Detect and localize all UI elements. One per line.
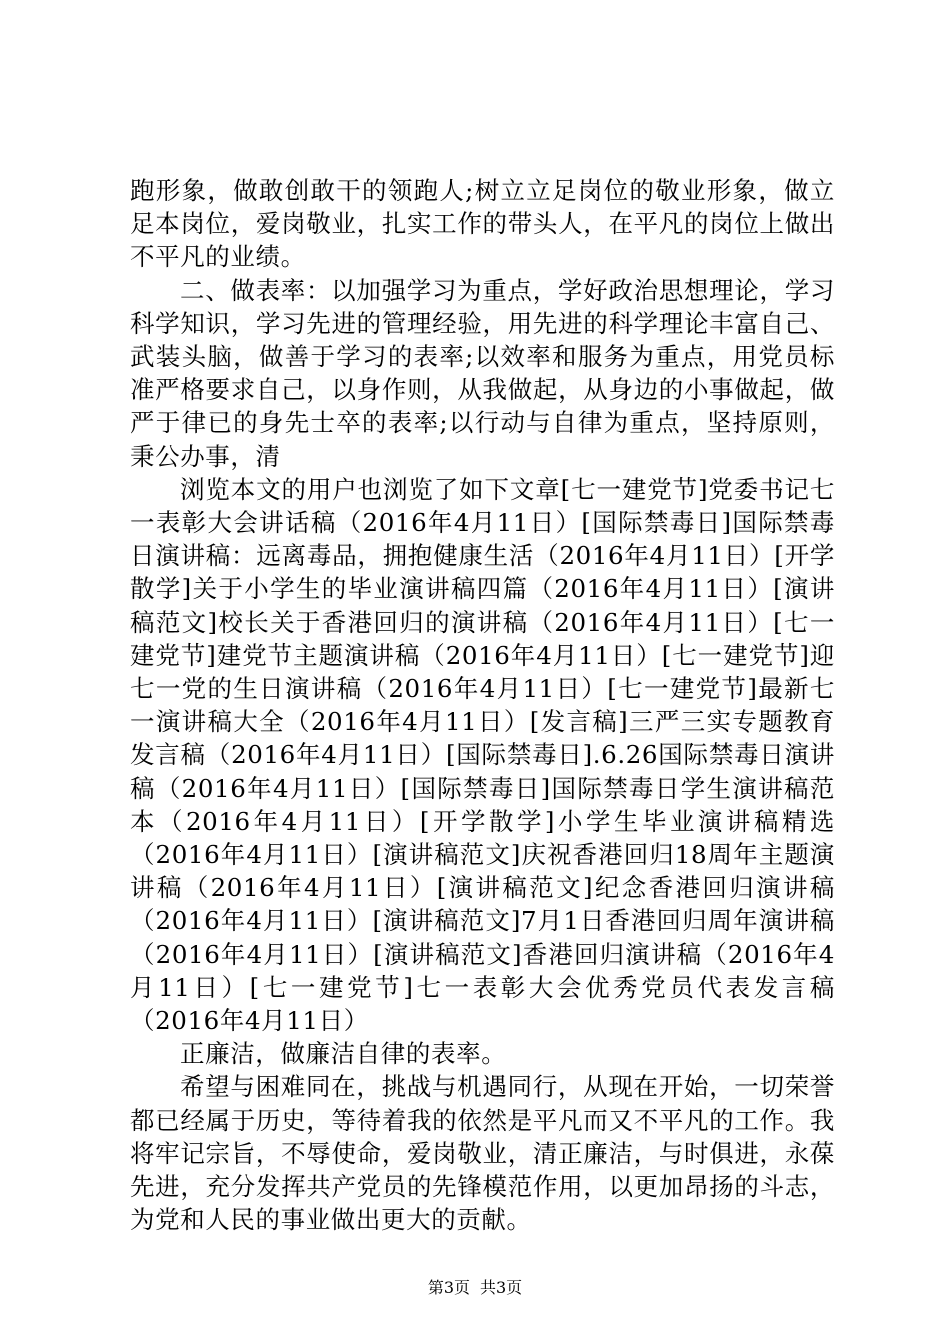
page-footer	[0, 1278, 950, 1298]
paragraph-4: 希望与困难同在，挑战与机遇同行，从现在开始，一切荣誉都已经属于历史，等待着我的依然是平凡而又不平凡的工作。我将牢记宗旨，不辱使命，爱岗敬业，清正廉洁，与时俱进，永葆先进，充分发挥共产党员的先锋模范作用，以更加昂扬的斗志，为党和人民的事业做出更大的贡献。	[130, 1072, 835, 1235]
paragraph-1: 跑形象，做敢创敢干的领跑人;树立立足岗位的敬业形象，做立足本岗位，爱岗敬业，扎实工作的带头人，在平凡的岗位上做出不平凡的业绩。	[130, 176, 835, 272]
document-body	[130, 174, 835, 1237]
paragraph-related-articles: 浏览本文的用户也浏览了如下文章[七一建党节]党委书记七一表彰大会讲话稿（2016年4月11日）[国际禁毒日]国际禁毒日演讲稿：远离毒品，拥抱健康生活（2016年4月11日）[开学散学]关于小学生的毕业演讲稿四篇（2016年4月11日）[演讲稿范文]校长关于香港回归的演讲稿（2016年4月11日）[七一建党节]建党节主题演讲稿（2016年4月11日）[七一建党节]迎七一党的生日演讲稿（2016年4月11日）[七一建党节]最新七一演讲稿大全（2016年4月11日）[发言稿]三严三实专题教育发言稿（2016年4月11日）[国际禁毒日].6.26国际禁毒日演讲稿（2016年4月11日）[国际禁毒日]国际禁毒日学生演讲稿范本（2016年4月11日）[开学散学]小学生毕业演讲稿精选（2016年4月11日）[演讲稿范文]庆祝香港回归18周年主题演讲稿（2016年4月11日）[演讲稿范文]纪念香港回归演讲稿（2016年4月11日）[演讲稿范文]7月1日香港回归周年演讲稿（2016年4月11日）[演讲稿范文]香港回归演讲稿（2016年4月11日）[七一建党节]七一表彰大会优秀党员代表发言稿（2016年4月11日）	[130, 474, 835, 1036]
page-number-current: 第3页	[427, 1278, 470, 1297]
paragraph-2: 二、做表率：以加强学习为重点，学好政治思想理论，学习科学知识，学习先进的管理经验，用先进的科学理论丰富自己、武装头脑，做善于学习的表率;以效率和服务为重点，用党员标准严格要求自己，以身作则，从我做起，从身边的小事做起，做严于律已的身先士卒的表率;以行动与自律为重点，坚持原则，秉公办事，清	[130, 275, 835, 471]
page-number-total: 共3页	[480, 1278, 523, 1297]
paragraph-3: 正廉洁，做廉洁自律的表率。	[180, 1039, 507, 1069]
